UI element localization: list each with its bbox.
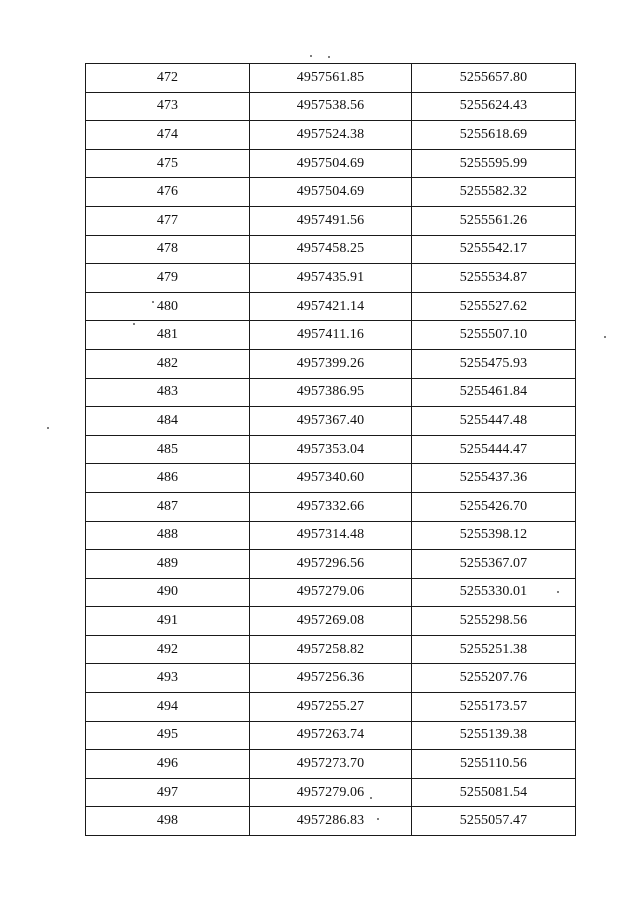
point-number-cell: 489 [86,550,250,579]
x-coordinate-cell: 4957332.66 [250,492,412,521]
x-coordinate-cell: 4957263.74 [250,721,412,750]
point-number-cell: 492 [86,635,250,664]
point-number-cell: 473 [86,92,250,121]
point-number-cell: 484 [86,407,250,436]
y-coordinate-cell: 5255173.57 [412,693,576,722]
point-number-cell: 476 [86,178,250,207]
table-row [86,435,576,464]
x-coordinate-cell: 4957273.70 [250,750,412,779]
x-coordinate-cell: 4957411.16 [250,321,412,350]
x-coordinate-cell: 4957504.69 [250,178,412,207]
table-row [86,292,576,321]
x-coordinate-cell: 4957399.26 [250,349,412,378]
y-coordinate-cell: 5255447.48 [412,407,576,436]
table-row [86,578,576,607]
x-coordinate-cell: 4957491.56 [250,206,412,235]
table-row [86,693,576,722]
table-row [86,264,576,293]
table-row [86,92,576,121]
y-coordinate-cell: 5255139.38 [412,721,576,750]
y-coordinate-cell: 5255437.36 [412,464,576,493]
table-row [86,492,576,521]
x-coordinate-cell: 4957279.06 [250,778,412,807]
point-number-cell: 486 [86,464,250,493]
x-coordinate-cell: 4957458.25 [250,235,412,264]
y-coordinate-cell: 5255330.01 [412,578,576,607]
y-coordinate-cell: 5255251.38 [412,635,576,664]
table-row [86,407,576,436]
table-row [86,64,576,93]
x-coordinate-cell: 4957256.36 [250,664,412,693]
x-coordinate-cell: 4957269.08 [250,607,412,636]
y-coordinate-cell: 5255527.62 [412,292,576,321]
table-row [86,378,576,407]
table-row [86,635,576,664]
y-coordinate-cell: 5255444.47 [412,435,576,464]
point-number-cell: 490 [86,578,250,607]
coordinates-table-body [86,64,576,836]
point-number-cell: 474 [86,121,250,150]
y-coordinate-cell: 5255542.17 [412,235,576,264]
x-coordinate-cell: 4957524.38 [250,121,412,150]
point-number-cell: 497 [86,778,250,807]
x-coordinate-cell: 4957435.91 [250,264,412,293]
y-coordinate-cell: 5255207.76 [412,664,576,693]
point-number-cell: 494 [86,693,250,722]
point-number-cell: 495 [86,721,250,750]
point-number-cell: 475 [86,149,250,178]
point-number-cell: 488 [86,521,250,550]
y-coordinate-cell: 5255507.10 [412,321,576,350]
y-coordinate-cell: 5255595.99 [412,149,576,178]
scan-speck [133,323,135,325]
x-coordinate-cell: 4957279.06 [250,578,412,607]
y-coordinate-cell: 5255618.69 [412,121,576,150]
x-coordinate-cell: 4957561.85 [250,64,412,93]
y-coordinate-cell: 5255057.47 [412,807,576,836]
point-number-cell: 472 [86,64,250,93]
table-row [86,349,576,378]
table-row [86,750,576,779]
table-row [86,121,576,150]
x-coordinate-cell: 4957255.27 [250,693,412,722]
table-row [86,807,576,836]
x-coordinate-cell: 4957340.60 [250,464,412,493]
x-coordinate-cell: 4957314.48 [250,521,412,550]
y-coordinate-cell: 5255475.93 [412,349,576,378]
y-coordinate-cell: 5255426.70 [412,492,576,521]
y-coordinate-cell: 5255561.26 [412,206,576,235]
point-number-cell: 493 [86,664,250,693]
point-number-cell: 483 [86,378,250,407]
scan-speck [370,797,372,799]
table-row [86,664,576,693]
table-row [86,721,576,750]
scan-speck [152,301,154,303]
x-coordinate-cell: 4957421.14 [250,292,412,321]
scan-speck [328,56,330,58]
x-coordinate-cell: 4957538.56 [250,92,412,121]
x-coordinate-cell: 4957386.95 [250,378,412,407]
table-row [86,321,576,350]
table-row [86,235,576,264]
x-coordinate-cell: 4957367.40 [250,407,412,436]
table-row [86,521,576,550]
y-coordinate-cell: 5255398.12 [412,521,576,550]
scan-speck [604,336,606,338]
point-number-cell: 485 [86,435,250,464]
y-coordinate-cell: 5255298.56 [412,607,576,636]
y-coordinate-cell: 5255534.87 [412,264,576,293]
point-number-cell: 491 [86,607,250,636]
y-coordinate-cell: 5255081.54 [412,778,576,807]
x-coordinate-cell: 4957296.56 [250,550,412,579]
table-row [86,178,576,207]
point-number-cell: 479 [86,264,250,293]
point-number-cell: 498 [86,807,250,836]
y-coordinate-cell: 5255367.07 [412,550,576,579]
y-coordinate-cell: 5255582.32 [412,178,576,207]
scan-speck [377,818,379,820]
point-number-cell: 478 [86,235,250,264]
y-coordinate-cell: 5255624.43 [412,92,576,121]
table-row [86,464,576,493]
y-coordinate-cell: 5255110.56 [412,750,576,779]
y-coordinate-cell: 5255657.80 [412,64,576,93]
table-row [86,607,576,636]
scan-speck [47,427,49,429]
point-number-cell: 482 [86,349,250,378]
point-number-cell: 477 [86,206,250,235]
table-row [86,778,576,807]
table-row [86,149,576,178]
y-coordinate-cell: 5255461.84 [412,378,576,407]
point-number-cell: 480 [86,292,250,321]
scan-speck [310,55,312,57]
x-coordinate-cell: 4957286.83 [250,807,412,836]
point-number-cell: 487 [86,492,250,521]
x-coordinate-cell: 4957504.69 [250,149,412,178]
table-row [86,206,576,235]
x-coordinate-cell: 4957258.82 [250,635,412,664]
point-number-cell: 481 [86,321,250,350]
x-coordinate-cell: 4957353.04 [250,435,412,464]
scan-speck [557,591,559,593]
table-row [86,550,576,579]
point-number-cell: 496 [86,750,250,779]
coordinates-table [85,63,576,836]
